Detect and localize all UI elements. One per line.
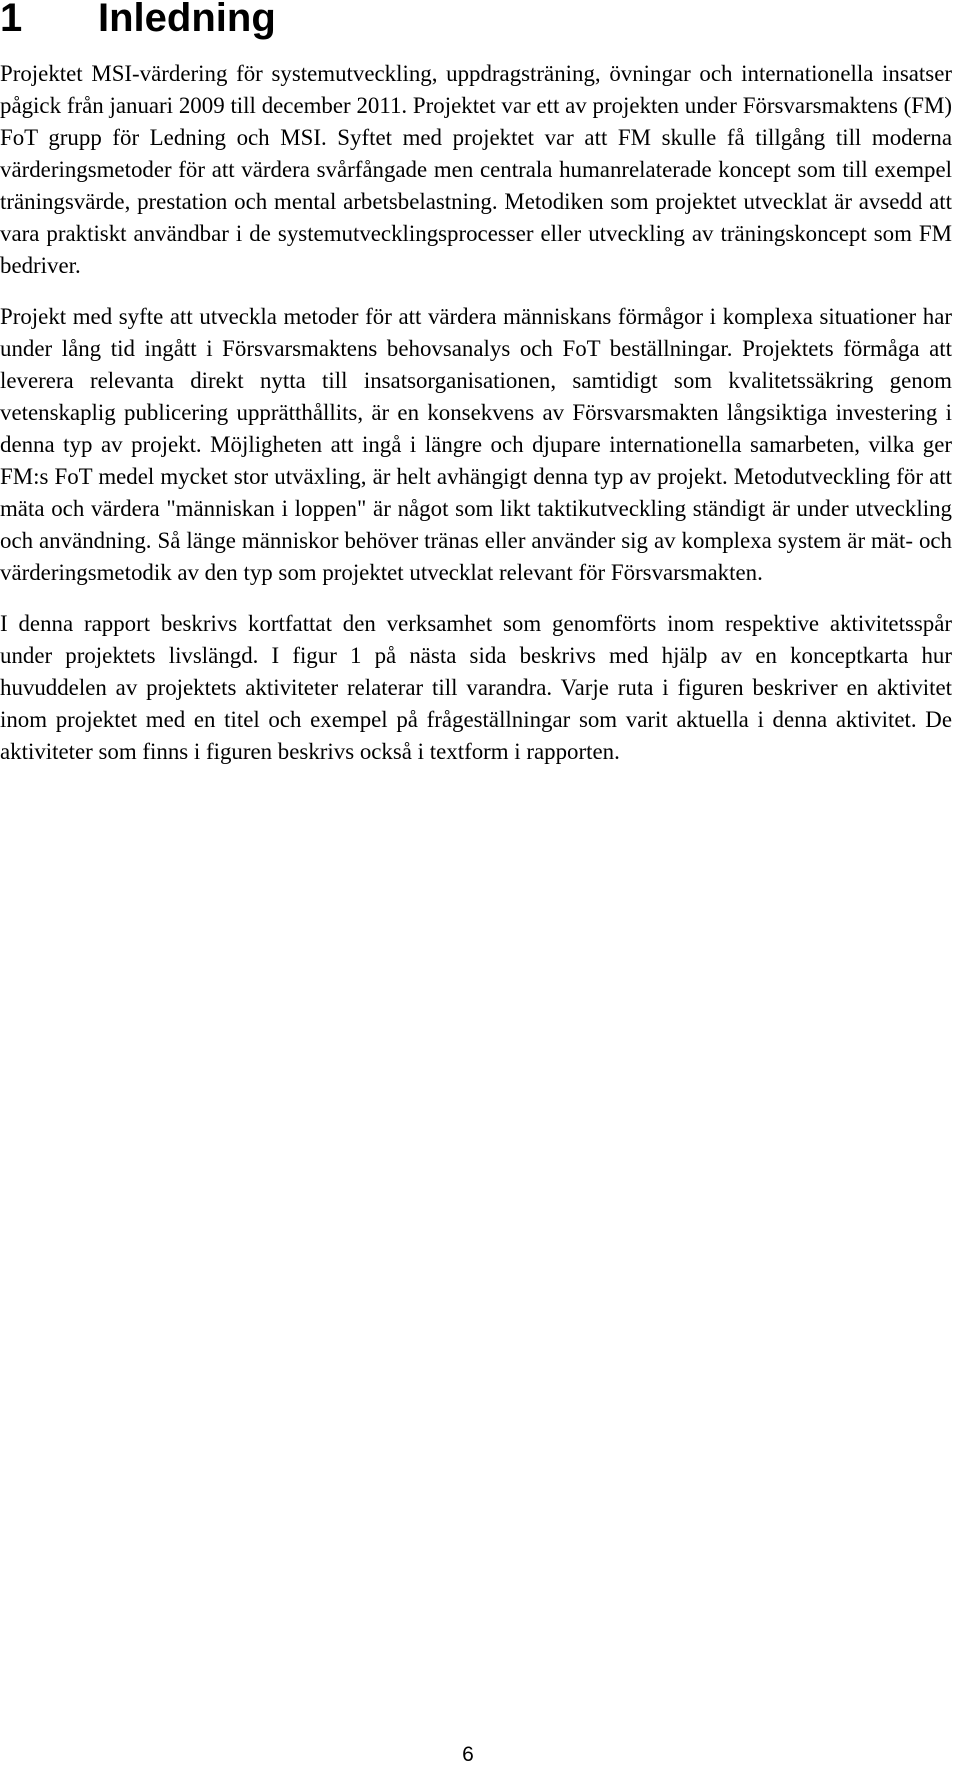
paragraph: Projektet MSI-värdering för systemutveckling, uppdragsträning, övningar och internationella insatser pågick från januari 2009 till december 2011. Projektet var ett av projekten under Försvarsmaktens (FM) FoT grupp för Ledning och MSI. Syftet med projektet var att FM skulle få tillgång till moderna värderingsmetoder för att värdera svårfångade men centrala humanrelaterade koncept som till exempel träningsvärde, prestation och mental arbetsbelastning. Metodiken som projektet utvecklat är avsedd att vara praktiskt användbar i de systemutvecklingsprocesser eller utveckling av träningskoncept som FM bedriver.	[0, 61, 952, 278]
page-number: 6	[462, 1743, 474, 1766]
body-text	[0, 58, 952, 787]
paragraph: I denna rapport beskrivs kortfattat den verksamhet som genomförts inom respektive aktivitetsspår under projektets livslängd. I figur 1 på nästa sida beskrivs med hjälp av en konceptkarta hur huvuddelen av projektets aktiviteter relaterar till varandra. Varje ruta i figuren beskriver en aktivitet inom projektet med en titel och exempel på frågeställningar som varit aktuella i denna aktivitet. De aktiviteter som finns i figuren beskrivs också i textform i rapporten.	[0, 611, 952, 764]
chapter-number: 1	[0, 0, 23, 40]
chapter-heading	[0, 0, 276, 42]
paragraph: Projekt med syfte att utveckla metoder för att värdera människans förmågor i komplexa situationer har under lång tid ingått i Försvarsmaktens behovsanalys och FoT beställningar. Projektets förmåga att leverera relevanta direkt nytta till insatsorganisationen, samtidigt som kvalitetssäkring genom vetenskaplig publicering upprätthållits, är en konsekvens av Försvarsmakten långsiktiga investering i denna typ av projekt. Möjligheten att ingå i längre och djupare internationella samarbeten, vilka ger FM:s FoT medel mycket stor utväxling, är helt avhängigt denna typ av projekt. Metodutveckling för att mäta och värdera "människan i loppen" är något som likt taktikutveckling ständigt är under utveckling och användning. Så länge människor behöver tränas eller använder sig av komplexa system är mät- och värderingsmetodik av den typ som projektet utvecklat relevant för Försvarsmakten.	[0, 304, 952, 585]
chapter-title: Inledning	[98, 0, 276, 40]
